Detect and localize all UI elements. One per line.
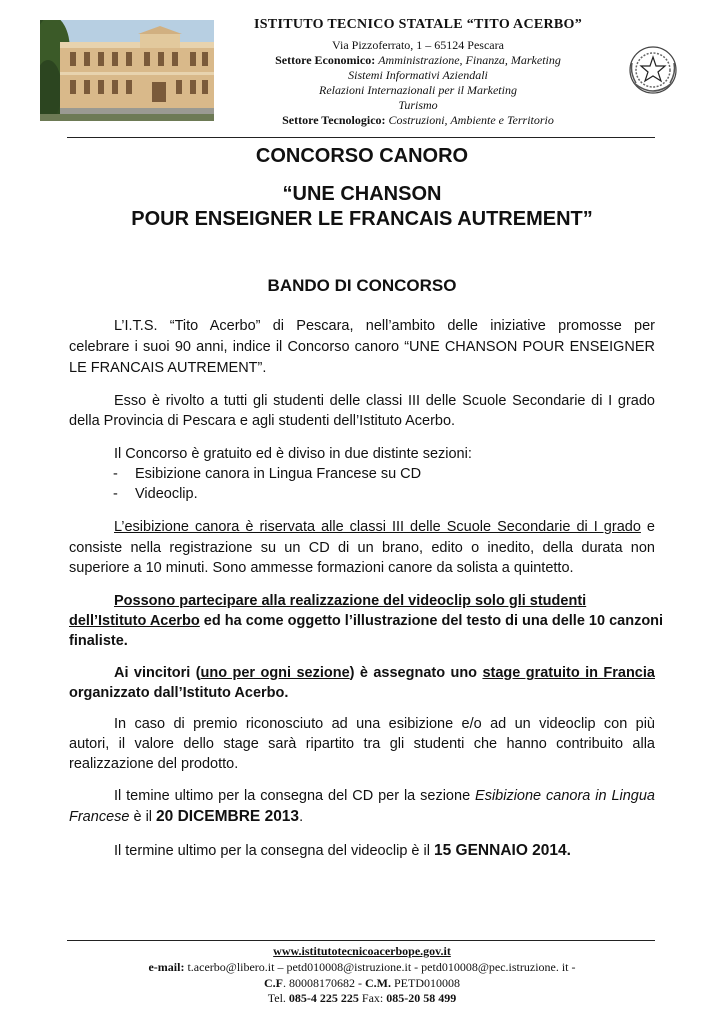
- footer-divider: [67, 940, 655, 941]
- text: Il temine ultimo per la consegna del CD per la sezione: [114, 788, 476, 804]
- cm-value: PETD010008: [391, 976, 460, 990]
- text: e: [640, 519, 655, 535]
- text: ) è assegnato uno: [349, 665, 483, 681]
- settore-economico-value: Amministrazione, Finanza, Marketing: [378, 53, 561, 67]
- settore-tecnologico-value: Costruzioni, Ambiente e Territorio: [388, 113, 554, 127]
- cf-value: . 80008170682 -: [283, 976, 365, 990]
- paragraph-line: In caso di premio riconosciuto ad una esibizione e/o ad un videoclip con più: [114, 716, 655, 732]
- list-item: [113, 486, 198, 502]
- email-value[interactable]: t.acerbo@libero.it – petd010008@istruzione.it - petd010008@pec.istruzione. it -: [184, 960, 576, 974]
- settore-economico: [218, 53, 618, 68]
- heading-chanson-line2: POUR ENSEIGNER LE FRANCAIS AUTREMENT”: [131, 208, 593, 230]
- economico-line: Sistemi Informativi Aziendali: [348, 68, 488, 82]
- italic-text: Esibizione canora in Lingua: [475, 788, 655, 804]
- paragraph-line: [69, 613, 664, 629]
- bullet-dash: -: [113, 466, 118, 482]
- school-building-photo: [40, 20, 214, 121]
- email-line: [40, 960, 684, 975]
- header-divider: [67, 137, 655, 138]
- phone-line: [40, 991, 684, 1006]
- paragraph-line: realizzazione del prodotto.: [69, 756, 239, 772]
- paragraph-line: L’I.T.S. “Tito Acerbo” di Pescara, nell’ambito delle iniziative promosse per: [114, 318, 655, 334]
- tel-value: 085-4 225 225: [288, 991, 359, 1005]
- list-item: [113, 466, 421, 482]
- fax-label: Fax:: [358, 991, 387, 1005]
- deadline-cd: 20 DICEMBRE 2013: [156, 808, 300, 825]
- email-label: e-mail:: [148, 960, 185, 974]
- paragraph-line: finaliste.: [69, 633, 128, 649]
- republic-emblem-icon: [628, 43, 678, 98]
- paragraph-line: consiste nella registrazione su un CD di un brano, edito o inedito, della durata non: [69, 540, 655, 556]
- heading-concorso: CONCORSO CANORO: [255, 145, 469, 167]
- paragraph-line: Possono partecipare alla realizzazione del videoclip solo gli studenti: [114, 593, 587, 609]
- text: .: [299, 809, 304, 825]
- economico-line: Relazioni Internazionali per il Marketing: [319, 83, 517, 97]
- bullet-dash: -: [113, 486, 118, 502]
- paragraph-line: [69, 788, 655, 804]
- underlined-text: L’esibizione canora è riservata alle classi III delle Scuole Secondarie di I grado: [114, 519, 641, 535]
- underlined-text: dell’Istituto Acerbo: [69, 613, 200, 629]
- settore-tecnologico-label: Settore Tecnologico:: [282, 113, 386, 127]
- fax-value: 085-20 58 499: [386, 991, 457, 1005]
- paragraph-line: [69, 842, 655, 860]
- underlined-text: uno per ogni sezione: [200, 665, 350, 681]
- paragraph-line: LE FRANCAIS AUTREMENT”.: [69, 360, 267, 376]
- codes-line: [40, 976, 684, 991]
- heading-chanson-line1: “UNE CHANSON: [282, 183, 442, 205]
- heading-bando: BANDO DI CONCORSO: [267, 276, 457, 295]
- cm-label: C.M.: [365, 976, 391, 990]
- paragraph-line: organizzato dall’Istituto Acerbo.: [69, 685, 289, 701]
- deadline-videoclip: 15 GENNAIO 2014.: [433, 842, 571, 859]
- list-item-text: Videoclip.: [135, 486, 198, 502]
- paragraph-line: [69, 519, 655, 535]
- paragraph-line: Esso è rivolto a tutti gli studenti delle classi III delle Scuole Secondarie di I grado: [114, 393, 655, 409]
- paragraph-line: della Provincia di Pescara e agli studenti dell’Istituto Acerbo.: [69, 413, 456, 429]
- paragraph-line: superiore a 10 minuti. Sono ammesse formazioni canore da solista a quintetto.: [69, 560, 574, 576]
- cf-label: C.F: [264, 976, 283, 990]
- paragraph-line: [69, 808, 655, 826]
- text: ed ha come oggetto l’illustrazione del testo di una delle 10 canzoni: [199, 613, 664, 629]
- paragraph-line: [69, 665, 655, 681]
- paragraph-line: Il Concorso è gratuito ed è diviso in due distinte sezioni:: [114, 446, 472, 462]
- text: Ai vincitori (: [114, 665, 201, 681]
- tel-label: Tel.: [267, 991, 289, 1005]
- website-link[interactable]: www.istitutotecnicoacerbope.gov.it: [273, 944, 451, 958]
- school-address: Via Pizzoferrato, 1 – 65124 Pescara: [332, 38, 504, 52]
- economico-line: Turismo: [398, 98, 438, 112]
- italic-text: Francese: [69, 809, 130, 825]
- settore-economico-label: Settore Economico:: [275, 53, 376, 67]
- text: Il termine ultimo per la consegna del videoclip è il: [114, 843, 434, 859]
- list-item-text: Esibizione canora in Lingua Francese su CD: [135, 466, 422, 482]
- text: è il: [129, 809, 157, 825]
- paragraph-line: celebrare i suoi 90 anni, indice il Concorso canoro “UNE CHANSON POUR ENSEIGNER: [69, 339, 655, 355]
- paragraph-line: autori, il valore dello stage sarà ripartito tra gli studenti che hanno contribuito alla: [69, 736, 655, 752]
- school-name: ISTITUTO TECNICO STATALE “TITO ACERBO”: [253, 17, 583, 32]
- underlined-text: stage gratuito in Francia: [482, 665, 655, 681]
- settore-tecnologico: [218, 113, 618, 128]
